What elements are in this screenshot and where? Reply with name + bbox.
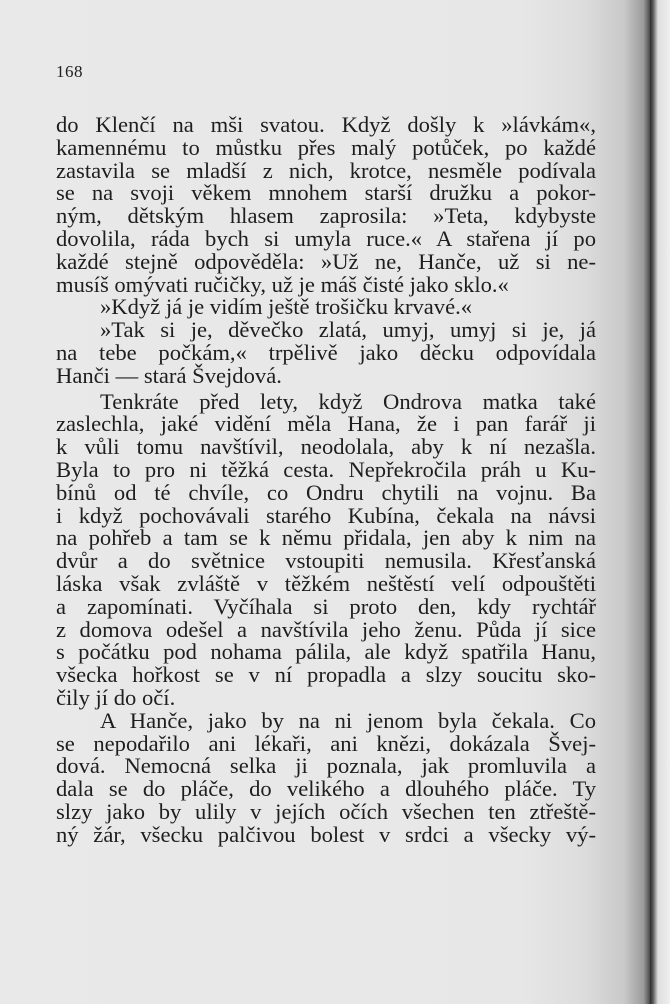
text-line: bínů od té chvíle, co Ondru chytili na vojnu. Ba (56, 479, 596, 505)
text-line: se na svoji věkem mnohem starší družku a pokor- (56, 180, 596, 206)
text-line: dová. Nemocná selka ji poznala, jak promluvila a (56, 753, 596, 779)
text-line: všecka hořkost se v ní propadla a slzy soucitu sko- (56, 662, 596, 688)
text-line: a zapomínati. Vyčíhala si proto den, kdy rychtář (56, 593, 596, 619)
text-line: na tebe počkám,« trpělivě jako děcku odpovídala (56, 339, 596, 365)
text-line: ný žár, všecku palčivou bolest v srdci a všecky vý- (56, 821, 596, 847)
text-line: zaslechla, jaké vidění měla Hana, že i pan farář ji (56, 411, 596, 437)
text-line: dvůr a do světnice vstoupiti nemusila. Křesťanská (56, 548, 596, 574)
text-line: dala se do pláče, do velikého a dlouhého pláče. Ty (56, 776, 596, 802)
page-number: 168 (56, 62, 83, 81)
text-line: čily jí do očí. (56, 684, 176, 710)
text-line: musíš omývati ručičky, už je máš čisté jako sklo.« (56, 271, 509, 297)
text-line: Tenkráte před lety, když Ondrova matka také (100, 388, 596, 414)
text-line: dovolila, ráda bych si umyla ruce.« A stařena jí po (56, 225, 596, 251)
text-line: slzy jako by ulily v jejích očích všechen ten ztřeště- (56, 798, 596, 824)
text-line: s počátku pod nohama pálila, ale když spatřila Hanu, (56, 639, 596, 665)
body-text (56, 114, 596, 847)
text-line: Byla to pro ni těžká cesta. Nepřekročila práh u Ku- (56, 456, 596, 482)
text-line: »Tak si je, děvečko zlatá, umyj, umyj si je, já (100, 317, 596, 343)
text-line: z domova odešel a navštívila jeho ženu. Půda jí sice (56, 616, 596, 642)
text-line: k vůli tomu navštívil, neodolala, aby k ní nezašla. (56, 434, 596, 460)
text-line: i když pochovávali starého Kubína, čekala na návsi (56, 502, 596, 528)
text-line: kamennému to můstku přes malý potůček, po každé (56, 134, 596, 160)
text-line: A Hanče, jako by na ni jenom byla čekala. Co (100, 707, 596, 733)
text-line: každé stejně odpověděla: »Už ne, Hanče, už si ne- (56, 248, 596, 274)
text-line: ným, dětským hlasem zaprosila: »Teta, kdybyste (56, 203, 596, 229)
text-line: se nepodařilo ani lékaři, ani knězi, dokázala Švej- (56, 730, 596, 756)
text-line: »Když já je vidím ještě trošičku krvavé.« (100, 294, 473, 320)
text-line: na pohřeb a tam se k němu přidala, jen aby k nim na (56, 525, 596, 551)
text-line: zastavila se mladší z nich, krotce, nesměle podívala (56, 157, 596, 183)
book-binding-edge (650, 0, 670, 1004)
text-line: láska však zvláště v těžkém neštěstí velí odpouštěti (56, 570, 596, 596)
text-line: Hanči — stará Švejdová. (56, 362, 282, 388)
text-line: do Klenčí na mši svatou. Když došly k »lávkám«, (56, 112, 596, 137)
